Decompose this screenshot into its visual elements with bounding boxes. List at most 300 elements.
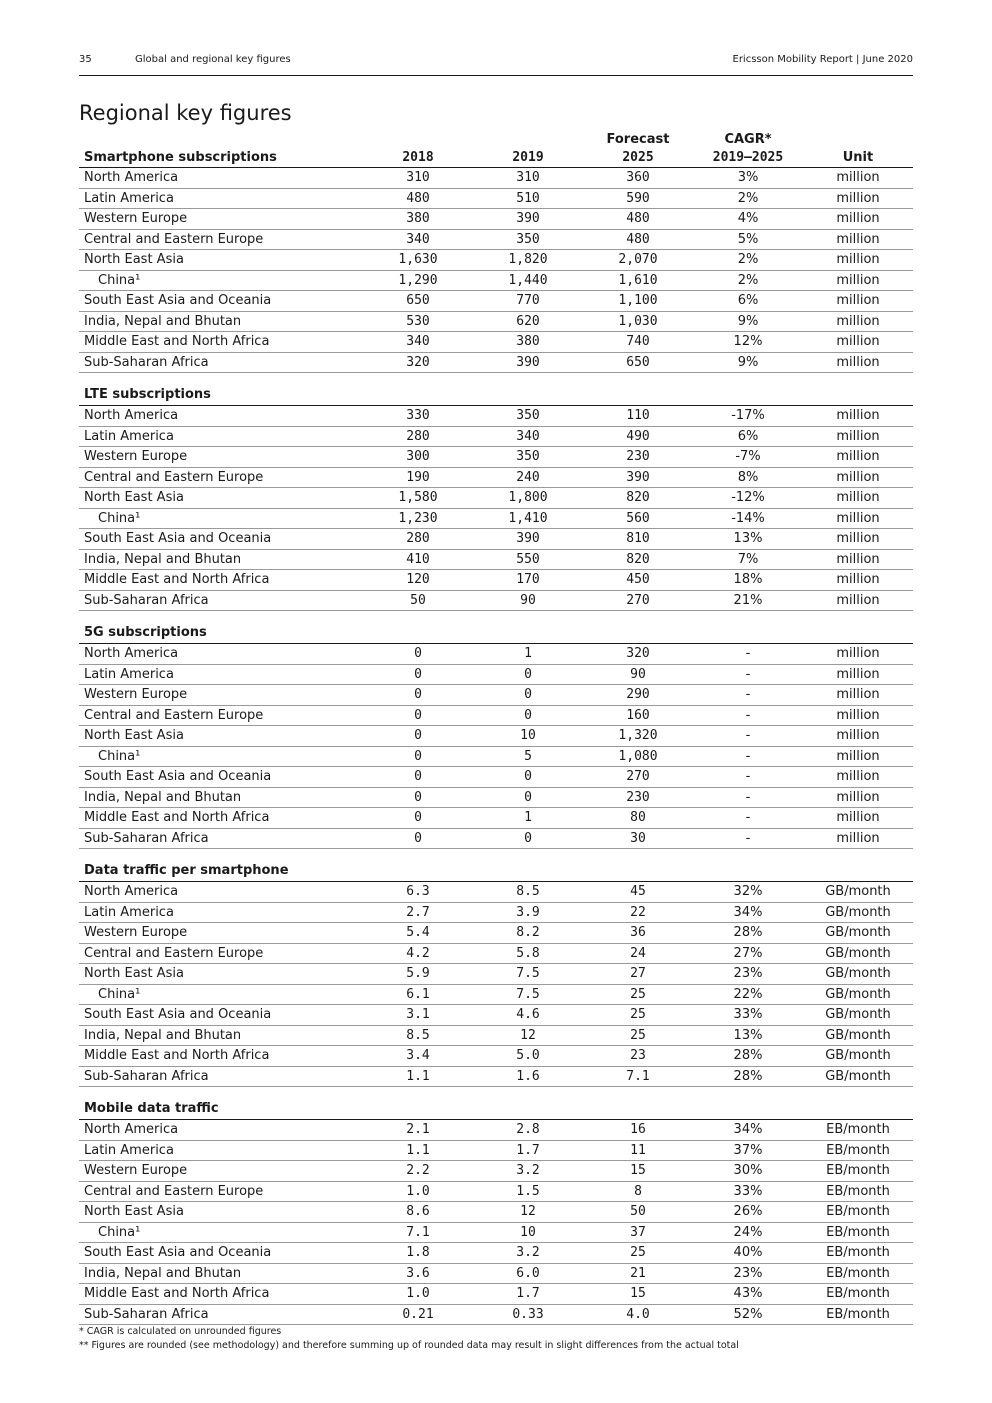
region-name: North America	[79, 1120, 363, 1141]
value-2019: 7.5	[473, 964, 583, 985]
value-2025: 25	[583, 1005, 693, 1026]
value-2019: 12	[473, 1025, 583, 1046]
table-row	[79, 250, 913, 271]
unit-value: EB/month	[803, 1263, 913, 1284]
region-name: South East Asia and Oceania	[79, 291, 363, 312]
table-row	[79, 828, 913, 849]
cagr-value: 23%	[693, 1263, 803, 1284]
value-2019: 770	[473, 291, 583, 312]
cagr-value: 37%	[693, 1140, 803, 1161]
page-title: Regional key figures	[79, 101, 292, 125]
section-title: Data traffic per smartphone	[79, 849, 913, 882]
value-2025: 1,030	[583, 311, 693, 332]
value-2019: 620	[473, 311, 583, 332]
cagr-value: 21%	[693, 590, 803, 611]
cagr-value: 9%	[693, 311, 803, 332]
value-2025: 36	[583, 923, 693, 944]
value-2019: 390	[473, 352, 583, 373]
value-2018: 650	[363, 291, 473, 312]
region-name: China¹	[79, 508, 363, 529]
value-2025: 15	[583, 1284, 693, 1305]
cagr-value: 12%	[693, 332, 803, 353]
value-2025: 2,070	[583, 250, 693, 271]
unit-value: million	[803, 726, 913, 747]
table-row	[79, 406, 913, 427]
region-name: Western Europe	[79, 209, 363, 230]
section-header-row	[79, 849, 913, 882]
table-row	[79, 808, 913, 829]
value-2025: 1,320	[583, 726, 693, 747]
table-row	[79, 488, 913, 509]
table-row	[79, 1066, 913, 1087]
cagr-value: 28%	[693, 1066, 803, 1087]
value-2025: 810	[583, 529, 693, 550]
value-2018: 340	[363, 229, 473, 250]
value-2025: 480	[583, 229, 693, 250]
region-name: Latin America	[79, 664, 363, 685]
value-2018: 1,290	[363, 270, 473, 291]
value-2019: 7.5	[473, 984, 583, 1005]
value-2019: 240	[473, 467, 583, 488]
col-unit: Unit	[803, 130, 913, 168]
cagr-value: 7%	[693, 549, 803, 570]
unit-value: million	[803, 808, 913, 829]
region-name: India, Nepal and Bhutan	[79, 787, 363, 808]
value-2025: 45	[583, 882, 693, 903]
value-2019: 3.2	[473, 1243, 583, 1264]
table-row	[79, 644, 913, 665]
col-2019: 2019	[473, 130, 583, 168]
table-row	[79, 508, 913, 529]
table-row	[79, 1005, 913, 1026]
cagr-value: 23%	[693, 964, 803, 985]
value-2019: 1,820	[473, 250, 583, 271]
cagr-value: 28%	[693, 1046, 803, 1067]
table-row	[79, 1202, 913, 1223]
value-2019: 0	[473, 685, 583, 706]
section-title: 5G subscriptions	[79, 611, 913, 644]
value-2019: 1	[473, 808, 583, 829]
table-row	[79, 685, 913, 706]
section-title: Mobile data traffic	[79, 1087, 913, 1120]
cagr-value: 3%	[693, 168, 803, 189]
region-name: Sub-Saharan Africa	[79, 1304, 363, 1325]
value-2019: 8.2	[473, 923, 583, 944]
table-row	[79, 168, 913, 189]
unit-value: million	[803, 685, 913, 706]
cagr-value: 2%	[693, 188, 803, 209]
value-2018: 7.1	[363, 1222, 473, 1243]
unit-value: GB/month	[803, 1005, 913, 1026]
first-section-title: Smartphone subscriptions	[79, 130, 363, 168]
value-2019: 350	[473, 406, 583, 427]
cagr-value: 13%	[693, 1025, 803, 1046]
value-2025: 110	[583, 406, 693, 427]
value-2025: 24	[583, 943, 693, 964]
region-name: Sub-Saharan Africa	[79, 590, 363, 611]
value-2019: 0.33	[473, 1304, 583, 1325]
table-row	[79, 590, 913, 611]
table-row	[79, 426, 913, 447]
value-2019: 1	[473, 644, 583, 665]
value-2019: 0	[473, 828, 583, 849]
region-name: China¹	[79, 984, 363, 1005]
cagr-value: 32%	[693, 882, 803, 903]
region-name: Latin America	[79, 426, 363, 447]
value-2025: 820	[583, 549, 693, 570]
value-2019: 1,440	[473, 270, 583, 291]
value-2025: 25	[583, 1025, 693, 1046]
value-2018: 530	[363, 311, 473, 332]
cagr-label: CAGR*	[724, 132, 772, 147]
value-2018: 8.5	[363, 1025, 473, 1046]
table-row	[79, 570, 913, 591]
value-2019: 0	[473, 664, 583, 685]
value-2018: 8.6	[363, 1202, 473, 1223]
value-2025: 270	[583, 590, 693, 611]
value-2025: 360	[583, 168, 693, 189]
col-2018: 2018	[363, 130, 473, 168]
value-2019: 8.5	[473, 882, 583, 903]
value-2019: 5.8	[473, 943, 583, 964]
unit-value: million	[803, 664, 913, 685]
cagr-value: -7%	[693, 447, 803, 468]
cagr-value: 6%	[693, 291, 803, 312]
value-2019: 0	[473, 705, 583, 726]
value-2019: 0	[473, 767, 583, 788]
unit-value: GB/month	[803, 923, 913, 944]
region-name: Latin America	[79, 902, 363, 923]
value-2018: 0	[363, 664, 473, 685]
region-name: Middle East and North Africa	[79, 1284, 363, 1305]
key-figures-table	[79, 130, 913, 1325]
region-name: Middle East and North Africa	[79, 332, 363, 353]
table-row	[79, 964, 913, 985]
table-row	[79, 352, 913, 373]
value-2018: 1,630	[363, 250, 473, 271]
region-name: Middle East and North Africa	[79, 570, 363, 591]
region-name: Central and Eastern Europe	[79, 943, 363, 964]
value-2018: 300	[363, 447, 473, 468]
value-2019: 310	[473, 168, 583, 189]
value-2019: 1.5	[473, 1181, 583, 1202]
unit-value: million	[803, 447, 913, 468]
region-name: North America	[79, 406, 363, 427]
cagr-value: 5%	[693, 229, 803, 250]
unit-value: GB/month	[803, 964, 913, 985]
value-2018: 4.2	[363, 943, 473, 964]
cagr-value: 43%	[693, 1284, 803, 1305]
value-2018: 3.1	[363, 1005, 473, 1026]
unit-value: million	[803, 229, 913, 250]
value-2018: 3.6	[363, 1263, 473, 1284]
table-row	[79, 270, 913, 291]
value-2018: 0	[363, 644, 473, 665]
section-header-row	[79, 373, 913, 406]
unit-value: million	[803, 168, 913, 189]
value-2025: 820	[583, 488, 693, 509]
unit-value: million	[803, 529, 913, 550]
region-name: China¹	[79, 1222, 363, 1243]
region-name: Latin America	[79, 1140, 363, 1161]
value-2025: 25	[583, 1243, 693, 1264]
footnote-cagr: * CAGR is calculated on unrounded figures	[79, 1326, 282, 1337]
table-row	[79, 943, 913, 964]
table-row	[79, 467, 913, 488]
region-name: Middle East and North Africa	[79, 1046, 363, 1067]
cagr-range-label: 2019–2025	[712, 150, 784, 165]
table-row	[79, 1140, 913, 1161]
value-2018: 0	[363, 726, 473, 747]
value-2025: 27	[583, 964, 693, 985]
value-2019: 1.7	[473, 1140, 583, 1161]
unit-value: EB/month	[803, 1202, 913, 1223]
unit-value: EB/month	[803, 1140, 913, 1161]
unit-value: GB/month	[803, 1066, 913, 1087]
unit-value: million	[803, 508, 913, 529]
region-name: India, Nepal and Bhutan	[79, 549, 363, 570]
cagr-value: -	[693, 787, 803, 808]
value-2019: 90	[473, 590, 583, 611]
value-2018: 340	[363, 332, 473, 353]
cagr-value: 13%	[693, 529, 803, 550]
table-row	[79, 311, 913, 332]
cagr-value: 33%	[693, 1005, 803, 1026]
value-2019: 6.0	[473, 1263, 583, 1284]
value-2019: 1,410	[473, 508, 583, 529]
value-2019: 510	[473, 188, 583, 209]
cagr-value: 8%	[693, 467, 803, 488]
cagr-value: 52%	[693, 1304, 803, 1325]
cagr-value: 24%	[693, 1222, 803, 1243]
region-name: Sub-Saharan Africa	[79, 1066, 363, 1087]
unit-value: EB/month	[803, 1120, 913, 1141]
value-2018: 3.4	[363, 1046, 473, 1067]
value-2019: 390	[473, 209, 583, 230]
region-name: North America	[79, 644, 363, 665]
table-row	[79, 1243, 913, 1264]
cagr-value: 2%	[693, 250, 803, 271]
value-2025: 25	[583, 984, 693, 1005]
cagr-value: -	[693, 808, 803, 829]
value-2025: 50	[583, 1202, 693, 1223]
value-2018: 5.9	[363, 964, 473, 985]
table-row	[79, 746, 913, 767]
value-2018: 330	[363, 406, 473, 427]
region-name: Western Europe	[79, 685, 363, 706]
value-2025: 230	[583, 447, 693, 468]
key-figures-table-wrap	[79, 130, 913, 1325]
page-header	[79, 54, 913, 68]
value-2018: 0	[363, 767, 473, 788]
value-2025: 230	[583, 787, 693, 808]
region-name: India, Nepal and Bhutan	[79, 1025, 363, 1046]
table-row	[79, 902, 913, 923]
unit-value: million	[803, 488, 913, 509]
region-name: South East Asia and Oceania	[79, 1005, 363, 1026]
cagr-value: 33%	[693, 1181, 803, 1202]
value-2025: 30	[583, 828, 693, 849]
table-row	[79, 529, 913, 550]
value-2019: 1.6	[473, 1066, 583, 1087]
value-2018: 380	[363, 209, 473, 230]
unit-value: EB/month	[803, 1243, 913, 1264]
cagr-value: 22%	[693, 984, 803, 1005]
unit-value: million	[803, 787, 913, 808]
region-name: Central and Eastern Europe	[79, 229, 363, 250]
unit-value: GB/month	[803, 1025, 913, 1046]
value-2019: 4.6	[473, 1005, 583, 1026]
value-2018: 50	[363, 590, 473, 611]
cagr-value: -	[693, 726, 803, 747]
unit-value: million	[803, 828, 913, 849]
region-name: Sub-Saharan Africa	[79, 352, 363, 373]
value-2018: 190	[363, 467, 473, 488]
region-name: India, Nepal and Bhutan	[79, 1263, 363, 1284]
value-2018: 0	[363, 746, 473, 767]
cagr-value: -	[693, 767, 803, 788]
region-name: Western Europe	[79, 923, 363, 944]
region-name: China¹	[79, 746, 363, 767]
value-2025: 15	[583, 1161, 693, 1182]
cagr-value: 9%	[693, 352, 803, 373]
region-name: North East Asia	[79, 488, 363, 509]
region-name: North East Asia	[79, 964, 363, 985]
cagr-value: -	[693, 644, 803, 665]
value-2025: 160	[583, 705, 693, 726]
unit-value: million	[803, 590, 913, 611]
table-row	[79, 726, 913, 747]
value-2025: 7.1	[583, 1066, 693, 1087]
value-2025: 16	[583, 1120, 693, 1141]
value-2025: 23	[583, 1046, 693, 1067]
table-row	[79, 1304, 913, 1325]
unit-value: GB/month	[803, 1046, 913, 1067]
unit-value: million	[803, 270, 913, 291]
unit-value: million	[803, 311, 913, 332]
table-row	[79, 882, 913, 903]
unit-value: million	[803, 644, 913, 665]
value-2019: 350	[473, 447, 583, 468]
value-2019: 340	[473, 426, 583, 447]
col-cagr	[693, 130, 803, 168]
value-2019: 3.9	[473, 902, 583, 923]
value-2018: 1.0	[363, 1181, 473, 1202]
value-2018: 480	[363, 188, 473, 209]
cagr-value: 40%	[693, 1243, 803, 1264]
region-name: Latin America	[79, 188, 363, 209]
value-2018: 120	[363, 570, 473, 591]
value-2025: 270	[583, 767, 693, 788]
value-2025: 21	[583, 1263, 693, 1284]
unit-value: million	[803, 332, 913, 353]
table-row	[79, 229, 913, 250]
cagr-value: 27%	[693, 943, 803, 964]
value-2019: 12	[473, 1202, 583, 1223]
region-name: North East Asia	[79, 726, 363, 747]
unit-value: EB/month	[803, 1161, 913, 1182]
value-2018: 0	[363, 808, 473, 829]
unit-value: million	[803, 705, 913, 726]
table-row	[79, 332, 913, 353]
unit-value: EB/month	[803, 1304, 913, 1325]
unit-value: GB/month	[803, 882, 913, 903]
value-2025: 80	[583, 808, 693, 829]
value-2019: 10	[473, 1222, 583, 1243]
unit-value: million	[803, 250, 913, 271]
table-row	[79, 1046, 913, 1067]
value-2018: 1.8	[363, 1243, 473, 1264]
year-2025-label: 2025	[622, 150, 654, 165]
table-row	[79, 447, 913, 468]
unit-value: EB/month	[803, 1181, 913, 1202]
table-row	[79, 1161, 913, 1182]
footnotes	[79, 1325, 739, 1353]
region-name: North America	[79, 882, 363, 903]
cagr-value: 2%	[693, 270, 803, 291]
cagr-value: 34%	[693, 902, 803, 923]
value-2018: 1.1	[363, 1066, 473, 1087]
value-2018: 0.21	[363, 1304, 473, 1325]
unit-value: million	[803, 426, 913, 447]
unit-value: million	[803, 746, 913, 767]
cagr-value: -	[693, 705, 803, 726]
value-2018: 0	[363, 685, 473, 706]
value-2025: 740	[583, 332, 693, 353]
unit-value: EB/month	[803, 1222, 913, 1243]
value-2018: 2.2	[363, 1161, 473, 1182]
region-name: Western Europe	[79, 1161, 363, 1182]
unit-value: million	[803, 767, 913, 788]
value-2025: 450	[583, 570, 693, 591]
section-header-row	[79, 1087, 913, 1120]
region-name: China¹	[79, 270, 363, 291]
value-2025: 480	[583, 209, 693, 230]
section-header-row	[79, 611, 913, 644]
table-row	[79, 984, 913, 1005]
value-2025: 490	[583, 426, 693, 447]
section-title: LTE subscriptions	[79, 373, 913, 406]
cagr-value: 4%	[693, 209, 803, 230]
cagr-value: -17%	[693, 406, 803, 427]
region-name: North East Asia	[79, 1202, 363, 1223]
value-2025: 1,080	[583, 746, 693, 767]
table-row	[79, 1222, 913, 1243]
value-2025: 90	[583, 664, 693, 685]
value-2025: 320	[583, 644, 693, 665]
cagr-value: 18%	[693, 570, 803, 591]
region-name: South East Asia and Oceania	[79, 1243, 363, 1264]
value-2018: 1,230	[363, 508, 473, 529]
page-number: 35	[79, 54, 92, 65]
value-2025: 1,100	[583, 291, 693, 312]
cagr-value: -	[693, 828, 803, 849]
cagr-value: 34%	[693, 1120, 803, 1141]
value-2025: 22	[583, 902, 693, 923]
unit-value: million	[803, 570, 913, 591]
value-2018: 0	[363, 705, 473, 726]
table-row	[79, 923, 913, 944]
value-2025: 590	[583, 188, 693, 209]
cagr-value: -12%	[693, 488, 803, 509]
region-name: Sub-Saharan Africa	[79, 828, 363, 849]
region-name: North America	[79, 168, 363, 189]
unit-value: million	[803, 406, 913, 427]
value-2018: 310	[363, 168, 473, 189]
value-2019: 10	[473, 726, 583, 747]
value-2018: 2.1	[363, 1120, 473, 1141]
region-name: Central and Eastern Europe	[79, 1181, 363, 1202]
